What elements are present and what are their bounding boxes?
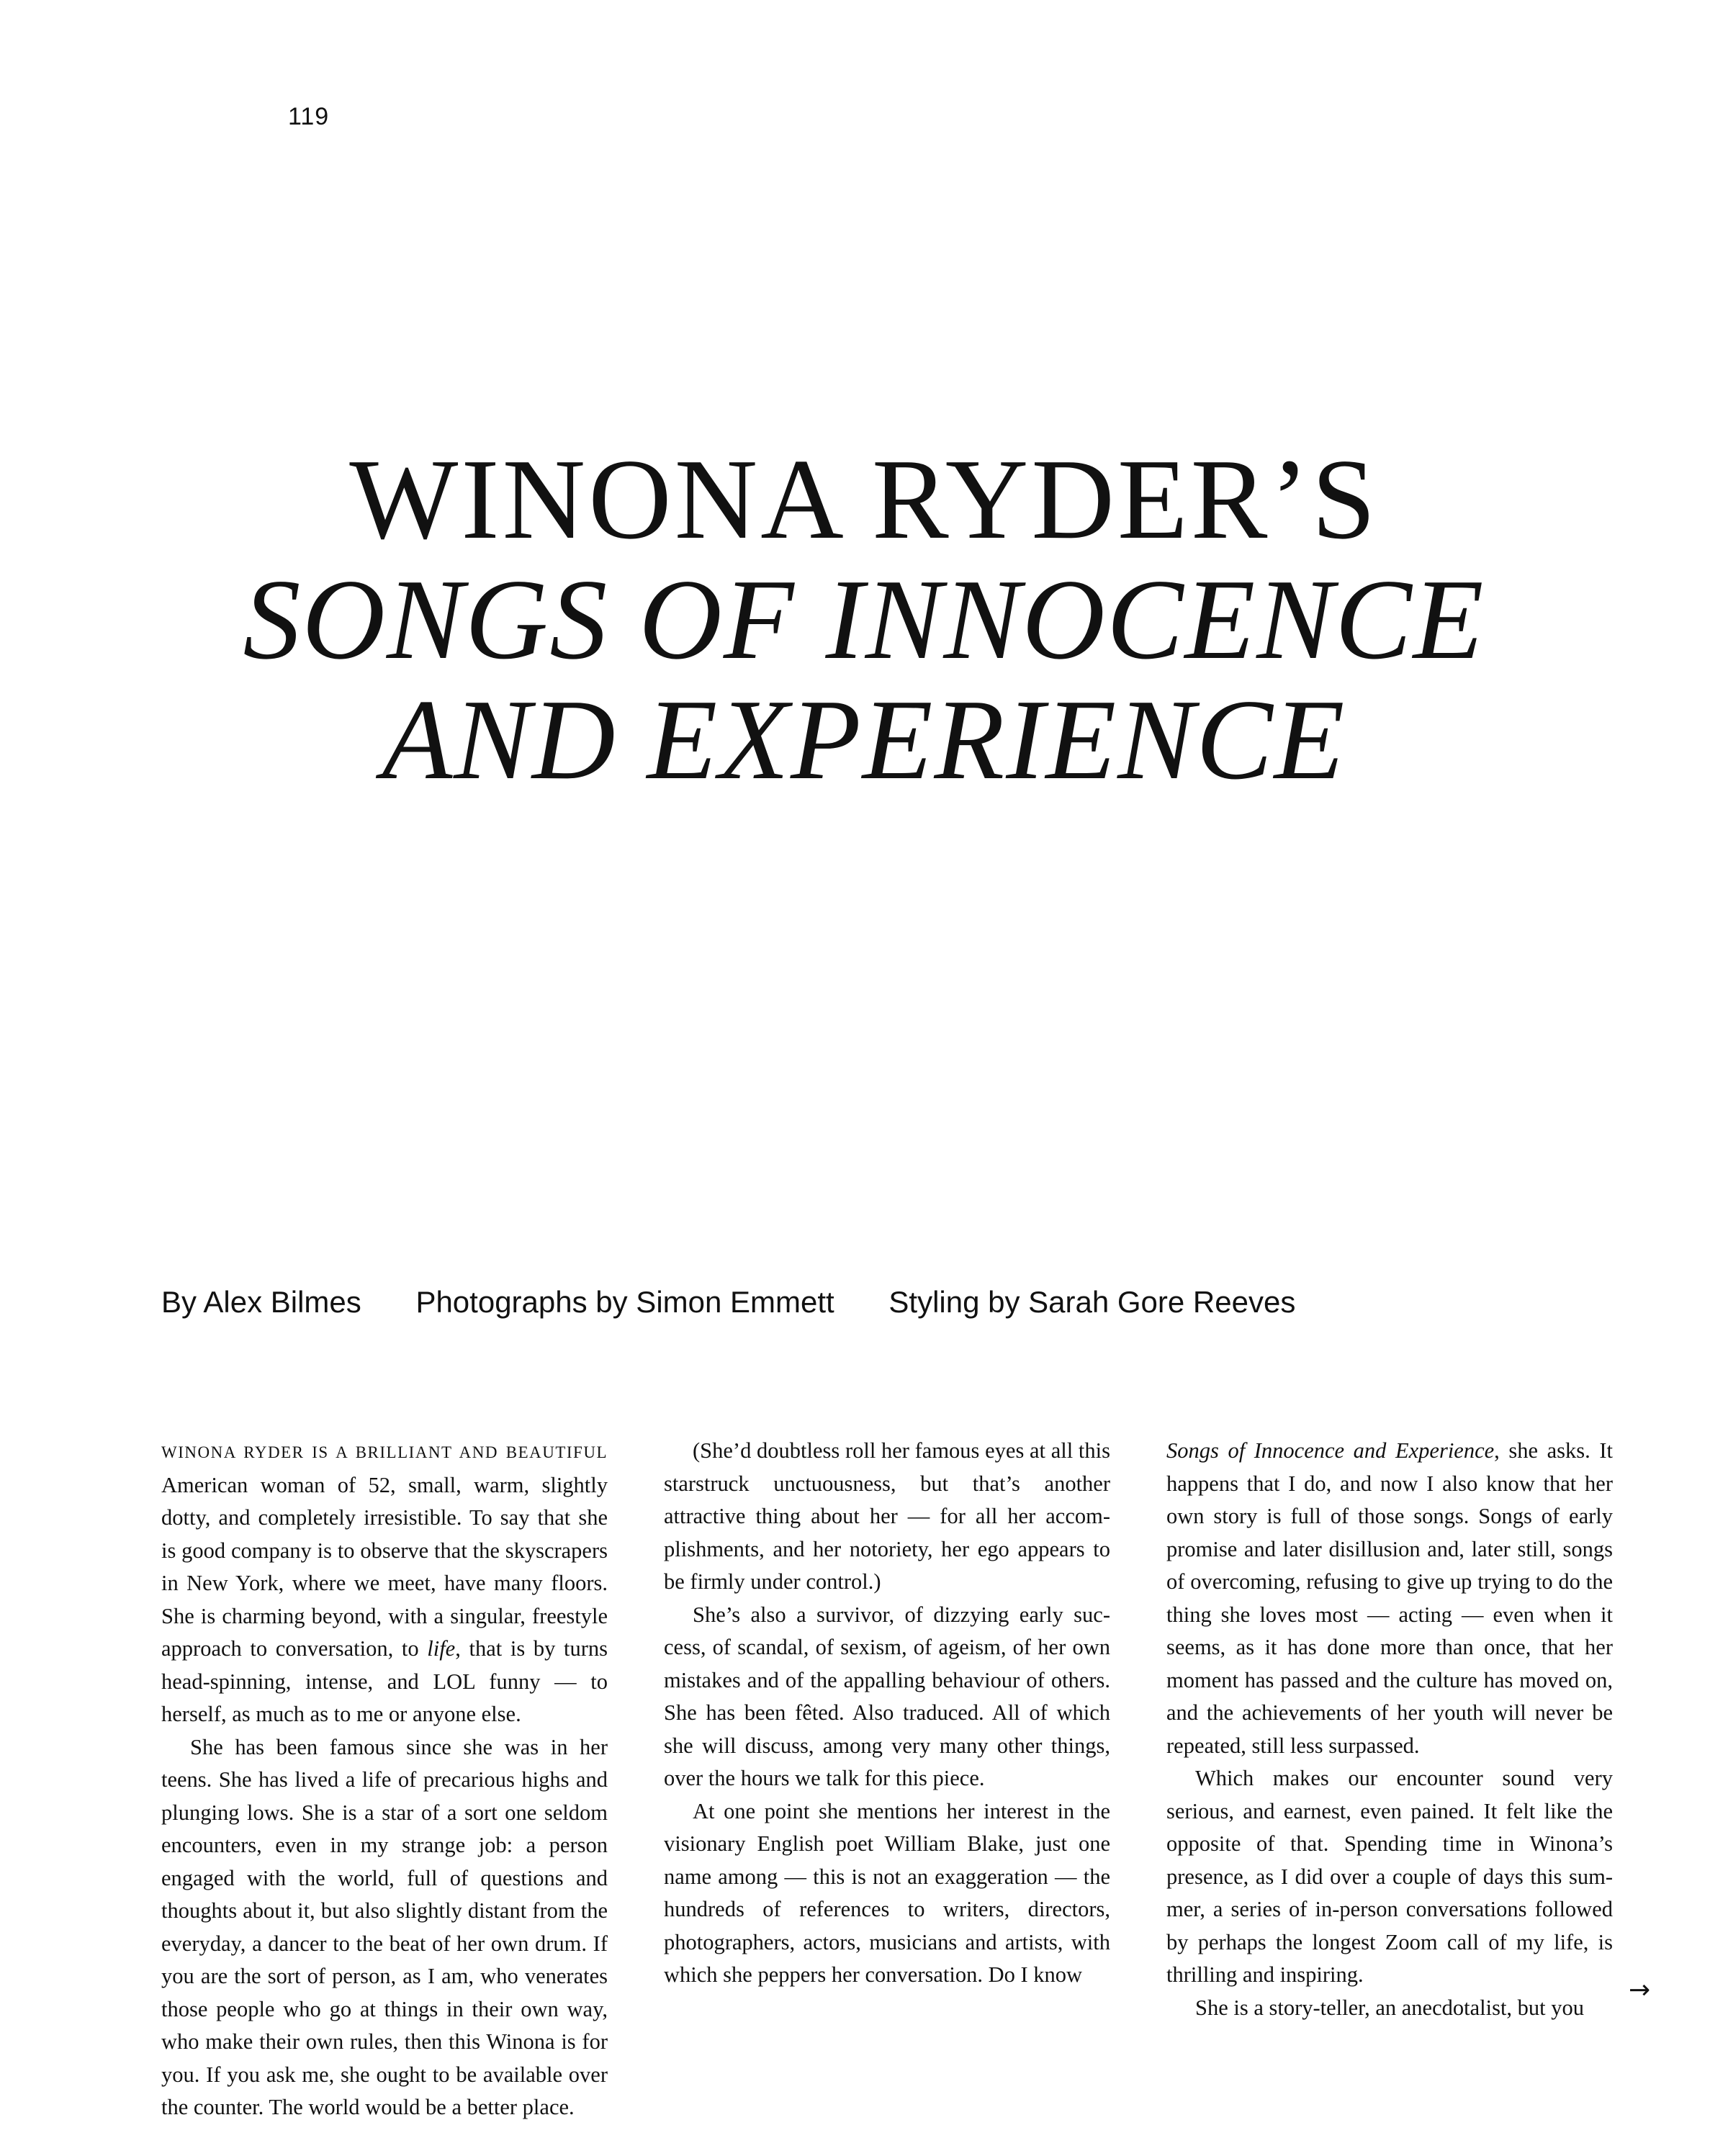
body-column-2 xyxy=(664,1435,1110,1992)
stylist-credit: Styling by Sarah Gore Reeves xyxy=(888,1285,1296,1319)
paragraph-3: (She’d doubtless roll her famous eyes at all this starstruck unctuousness, but that’s another attractive thing about her — for all her accomplishments, and her notoriety, her ego appears to be firmly under control.) xyxy=(664,1438,1110,1594)
title-line-1: WINONA RYDER’S xyxy=(349,435,1379,563)
paragraph-7: She is a story-teller, an anecdotalist, but you xyxy=(1195,1995,1585,2020)
article-title xyxy=(0,435,1728,803)
emphasis-life: life xyxy=(427,1636,456,1661)
title-line-2: SONGS OF INNOCENCE xyxy=(243,555,1485,683)
continue-arrow-icon: → xyxy=(1629,1975,1651,2005)
photographer-credit: Photographs by Simon Emmett xyxy=(415,1285,834,1319)
paragraph-6: Which makes our encounter sound very serious, and earnest, even pained. It felt like the opposite of that. Spending time in Winona’s presence, as I did over a couple of days this summer, a series of in-person conversations followed by perhaps the longest Zoom call of my life, is thrilling and inspiring. xyxy=(1166,1766,1613,1987)
paragraph-4: She’s also a survivor, of dizzying early success, of scandal, of sexism, of ageism, of her own mistakes and of the appalling behaviour of others. She has been fêted. Also traduced. All of which she will discuss, among very many other things, over the hours we talk for this piece. xyxy=(664,1602,1110,1790)
paragraph-5-continued: Songs of Innocence and Experience, she asks. It happens that I do, and now I also know that her own story is full of those songs. Songs of early promise and later disillusion and, later still, songs of overcoming, refusing to give up trying to do the thing she loves most — acting — even when it seems, as it has done more than once, that her moment has passed and the culture has moved on, and the achievements of her youth will never be repeated, still less surpassed. xyxy=(1166,1438,1613,1758)
paragraph-5: At one point she mentions her interest in the visionary English poet William Blake, just one name among — this is not an exaggeration — the hundreds of references to writers, directors, photographers, actors, musicians and artists, with which she peppers her conversation. Do I know xyxy=(664,1798,1110,1987)
page-number: 119 xyxy=(288,103,330,130)
credits xyxy=(161,1285,1341,1320)
lead-in: WINONA RYDER IS A BRILLIANT AND BEAUTIFUL xyxy=(161,1443,608,1461)
body-column-1 xyxy=(161,1435,608,2124)
body-column-3 xyxy=(1166,1435,1613,2024)
author-credit: By Alex Bilmes xyxy=(161,1285,361,1319)
title-line-3: AND EXPERIENCE xyxy=(382,675,1346,803)
paragraph-1: WINONA RYDER IS A BRILLIANT AND BEAUTIFUL American woman of 52, small, warm, slightly dotty, and completely irresistible. To say that she is good company is to observe that the skyscrapers in New York, where we meet, have many floors. She is charming beyond, with a singular, freestyle approach to conversation, to life, that is by turns head-spinning, intense, and LOL funny — to herself, as much as to me or anyone else. xyxy=(161,1443,608,1726)
paragraph-2: She has been famous since she was in her teens. She has lived a life of precarious highs and plunging lows. She is a star of a sort one seldom encounters, even in my strange job: a person engaged with the world, full of questions and thoughts about it, but also slightly distant from the everyday, a dancer to the beat of her own drum. If you are the sort of person, as I am, who venerates those people who go at things in their own way, who make their own rules, then this Winona is for you. If you ask me, she ought to be available over the counter. The world would be a better place. xyxy=(161,1734,608,2119)
